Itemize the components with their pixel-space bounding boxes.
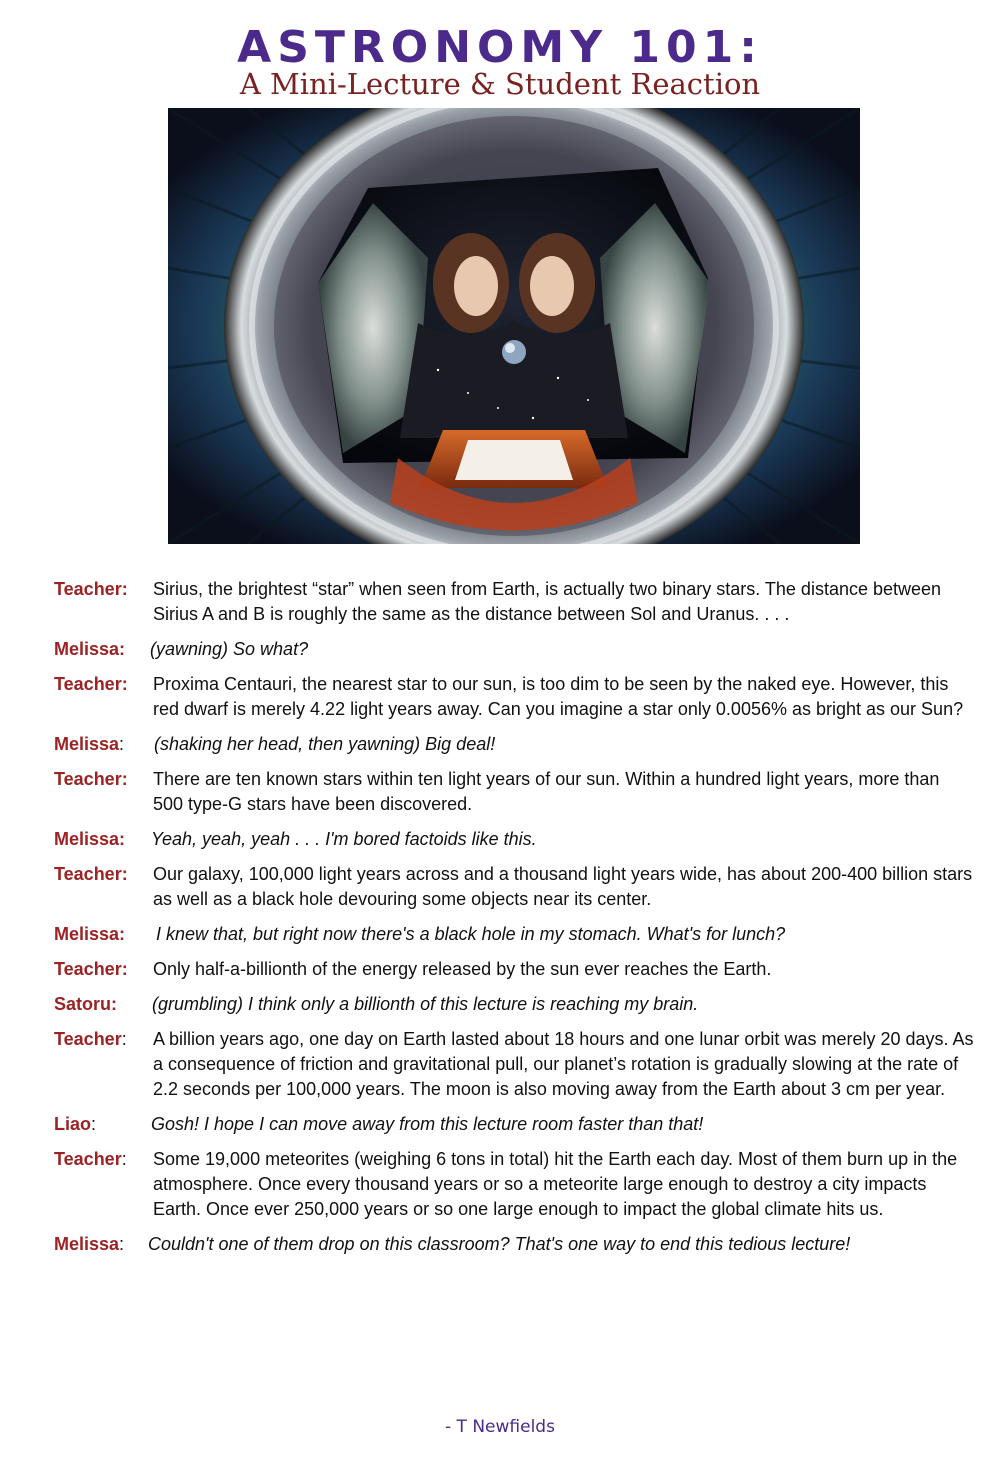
dialogue-line xyxy=(54,1232,974,1257)
dialogue-text: A billion years ago, one day on Earth lasted about 18 hours and one lunar orbit was merely 20 days. As a consequence of friction and gravitational pull, our planet’s rotation is gradually slowing at the rate of 2.2 seconds per 100,000 years. The moon is also moving away from the Earth about 3 cm per year. xyxy=(153,1029,974,1099)
dialogue-line xyxy=(54,922,974,947)
dialogue-line xyxy=(54,862,974,912)
dialogue-line xyxy=(54,827,974,852)
dialogue-text: Some 19,000 meteorites (weighing 6 tons in total) hit the Earth each day. Most of them burn up in the atmosphere. Once every thousand years or so a meteorite large enough to destroy a city impacts Earth. Once ever 250,000 years or so one large enough to impact the global climate hits us. xyxy=(153,1149,958,1219)
illustration-graphic xyxy=(168,108,860,544)
dialogue-line xyxy=(54,732,974,757)
page-subtitle: A Mini-Lecture & Student Reaction xyxy=(239,67,761,101)
dialogue-text: Yeah, yeah, yeah . . . I'm bored factoids like this. xyxy=(151,829,537,849)
dialogue-line xyxy=(54,1112,974,1137)
dialogue-line xyxy=(54,1147,974,1222)
speaker-name: Melissa: xyxy=(54,1234,125,1254)
dialogue-text: Only half-a-billionth of the energy released by the sun ever reaches the Earth. xyxy=(153,959,772,979)
speaker-name: Teacher: xyxy=(54,959,128,979)
dialogue-text: Sirius, the brightest “star” when seen from Earth, is actually two binary stars. The distance between Sirius A and B is roughly the same as the distance between Sol and Uranus. . . . xyxy=(153,579,942,624)
dialogue-line xyxy=(54,992,974,1017)
speaker-name: Teacher: xyxy=(54,674,128,694)
dialogue-line xyxy=(54,1027,974,1102)
dialogue-line xyxy=(54,672,974,722)
dialogue-text: I knew that, but right now there's a black hole in my stomach. What's for lunch? xyxy=(156,924,786,944)
speaker-name: Teacher: xyxy=(54,1149,127,1169)
page-title: ASTRONOMY 101: xyxy=(237,22,763,73)
dialogue-text: (yawning) So what? xyxy=(150,639,309,659)
speaker-name: Liao: xyxy=(54,1114,97,1134)
dialogue-text: Our galaxy, 100,000 light years across and a thousand light years wide, has about 200-400 billion stars as well as a black hole devouring some objects near its center. xyxy=(153,864,973,909)
dialogue-text: There are ten known stars within ten light years of our sun. Within a hundred light years, more than 500 type-G stars have been discovered. xyxy=(153,769,940,814)
speaker-name: Teacher: xyxy=(54,1029,127,1049)
dialogue-line xyxy=(54,577,974,627)
speaker-name: Teacher: xyxy=(54,579,128,599)
speaker-name: Teacher: xyxy=(54,769,128,789)
dialogue-line xyxy=(54,957,974,982)
speaker-name: Teacher: xyxy=(54,864,128,884)
dialogue-text: (grumbling) I think only a billionth of this lecture is reaching my brain. xyxy=(152,994,699,1014)
speaker-name: Melissa: xyxy=(54,924,126,944)
kaleidoscope-illustration xyxy=(168,108,860,544)
dialogue-line xyxy=(54,637,974,662)
dialogue-line xyxy=(54,767,974,817)
author-signature: - T Newfields xyxy=(445,1417,555,1437)
dialogue-text: Gosh! I hope I can move away from this lecture room faster than that! xyxy=(151,1114,704,1134)
speaker-name: Satoru: xyxy=(54,994,118,1014)
dialogue-text: (shaking her head, then yawning) Big deal! xyxy=(154,734,496,754)
dialogue-transcript xyxy=(54,577,974,1267)
dialogue-text: Proxima Centauri, the nearest star to our sun, is too dim to be seen by the naked eye. However, this red dwarf is merely 4.22 light years away. Can you imagine a star only 0.0056% as bright as our Sun? xyxy=(153,674,964,719)
speaker-name: Melissa: xyxy=(54,639,126,659)
speaker-name: Melissa: xyxy=(54,734,125,754)
dialogue-text: Couldn't one of them drop on this classroom? That's one way to end this tedious lecture! xyxy=(148,1234,851,1254)
speaker-name: Melissa: xyxy=(54,829,126,849)
